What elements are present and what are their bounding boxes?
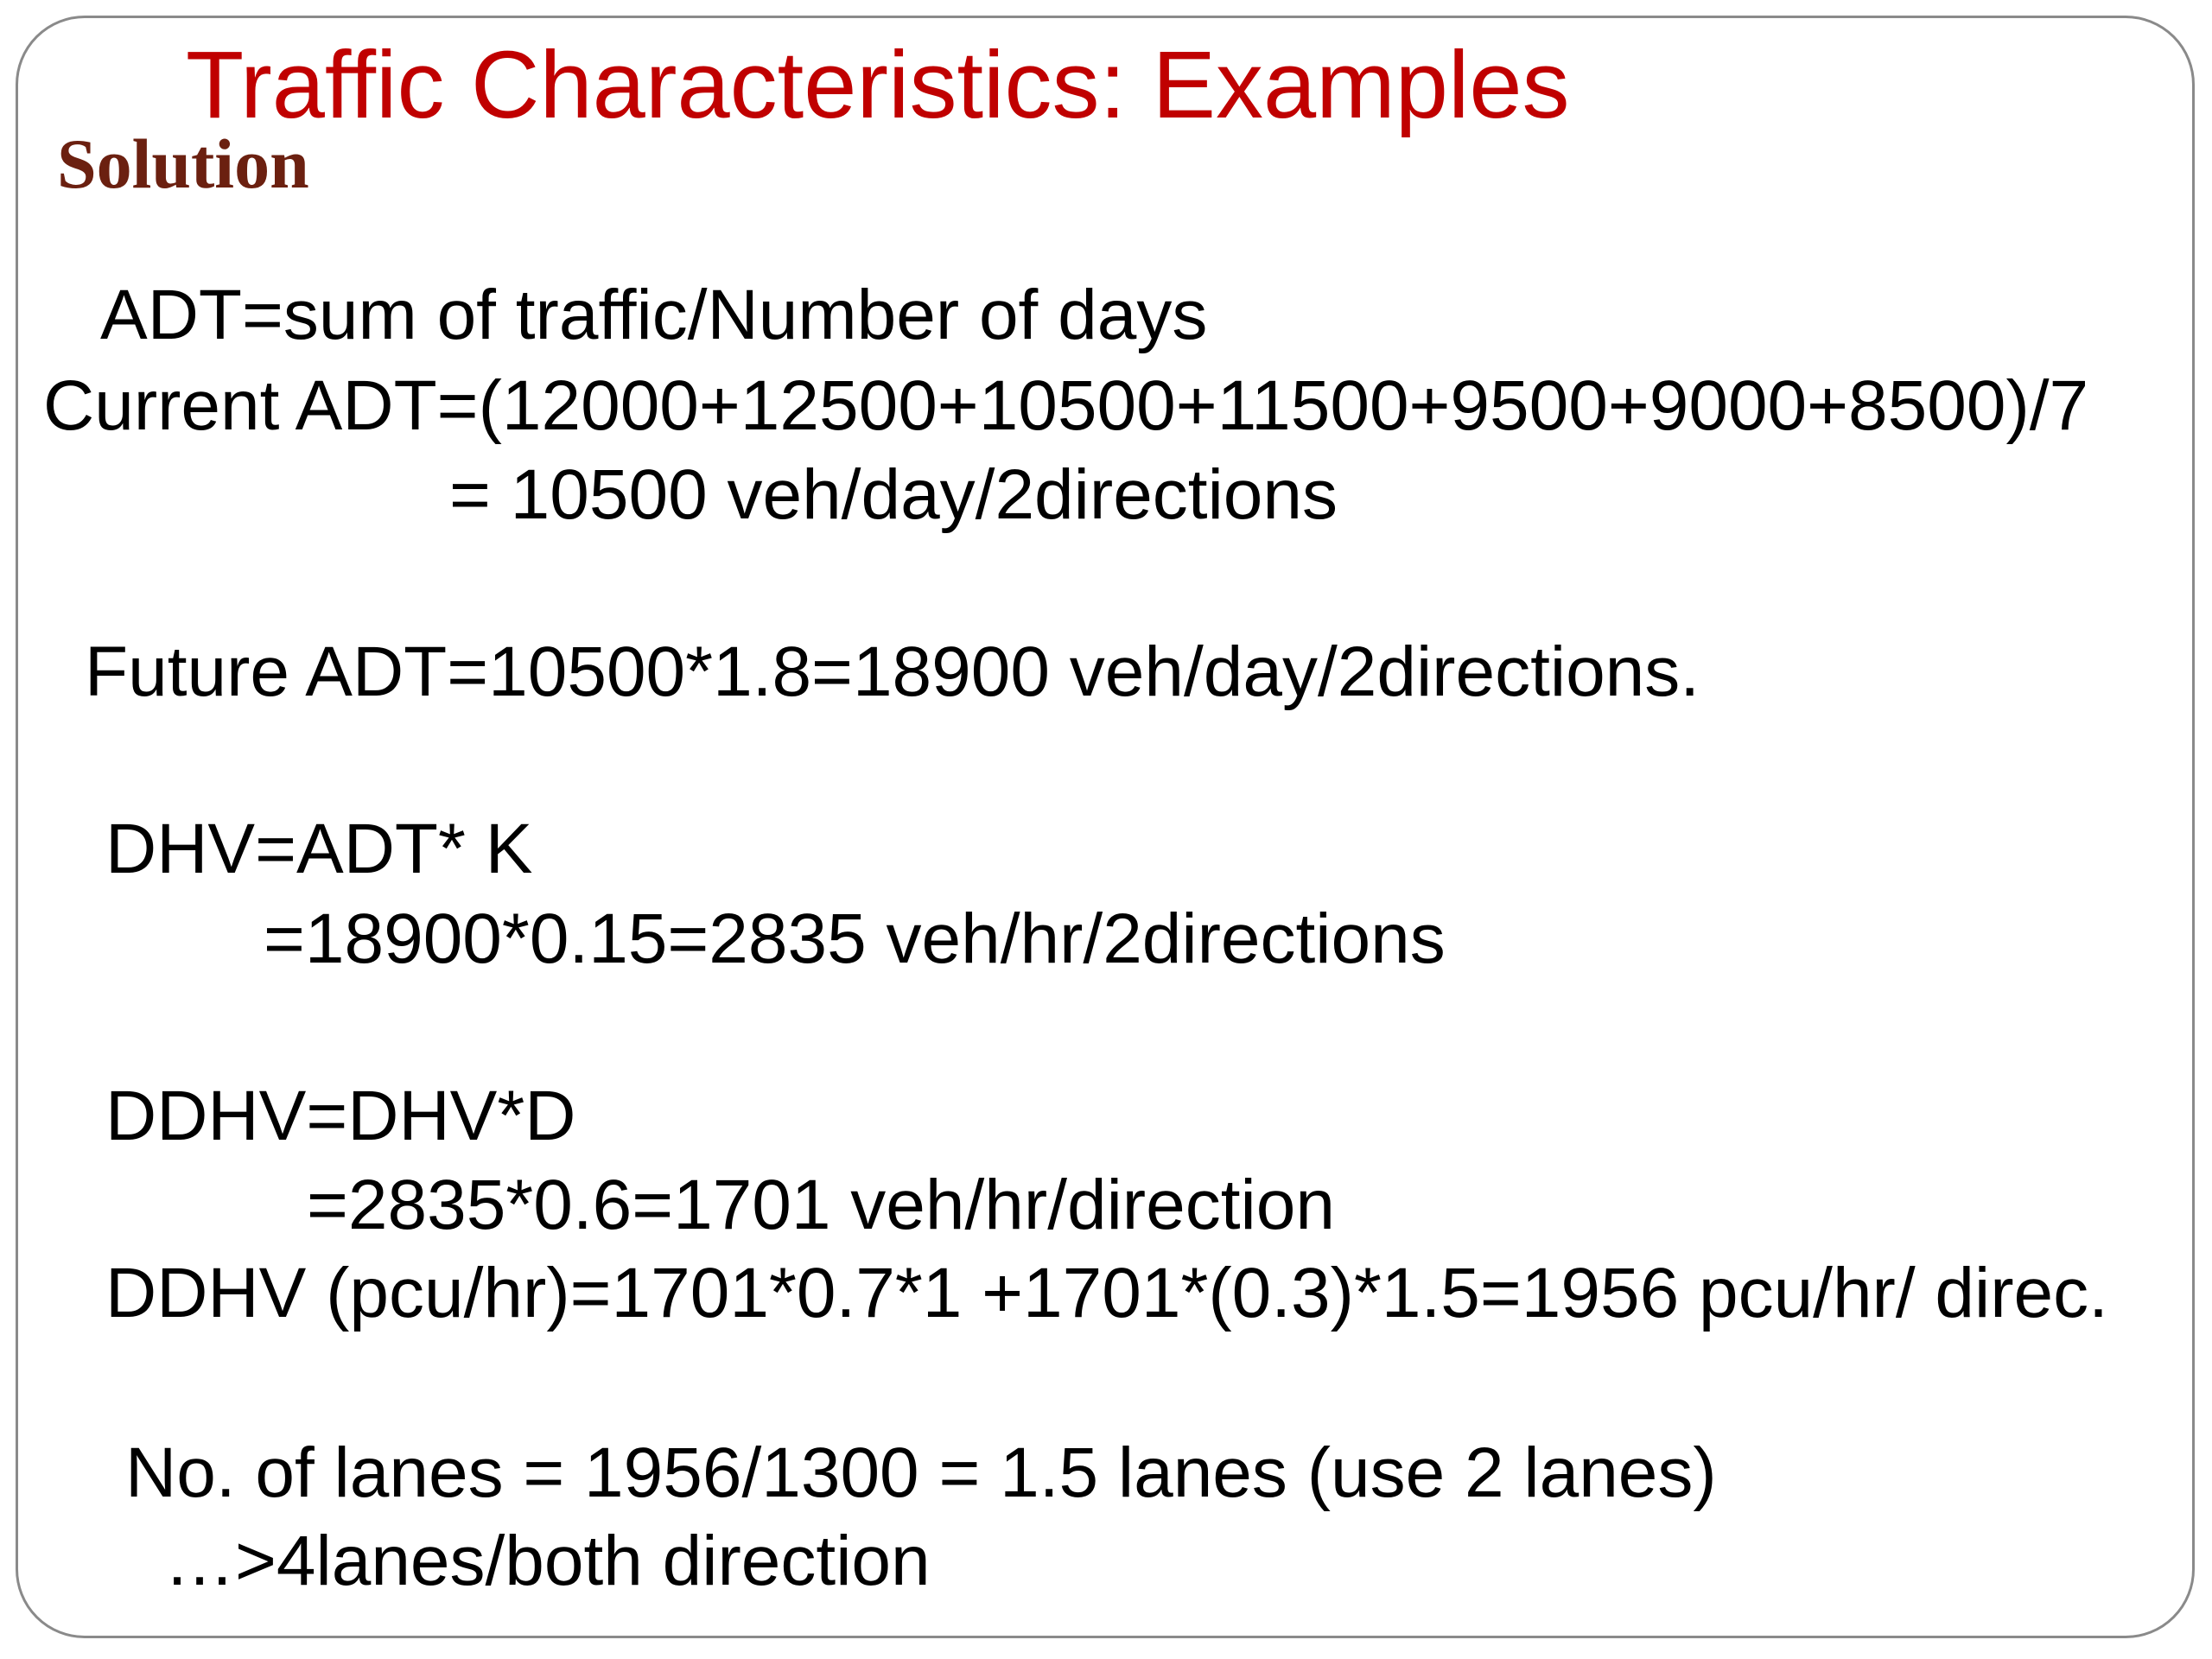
future-adt-line: Future ADT=10500*1.8=18900 veh/day/2directions. bbox=[85, 632, 1700, 711]
ddhv-pcu-line: DDHV (pcu/hr)=1701*0.7*1 +1701*(0.3)*1.5=1956 pcu/hr/ direc. bbox=[105, 1254, 2108, 1332]
adt-definition-line: ADT=sum of traffic/Number of days bbox=[100, 276, 1208, 354]
current-adt-line: Current ADT=(12000+12500+10500+11500+9500+9000+8500)/7 bbox=[43, 366, 2089, 445]
dhv-definition-line: DHV=ADT* K bbox=[105, 810, 533, 888]
slide-title: Traffic Characteristics: Examples bbox=[186, 32, 1570, 138]
ddhv-result-line: =2835*0.6=1701 veh/hr/direction bbox=[307, 1166, 1335, 1244]
lanes-total-line: …>4lanes/both direction bbox=[164, 1522, 931, 1600]
dhv-result-line: =18900*0.15=2835 veh/hr/2directions bbox=[264, 899, 1446, 978]
lanes-line: No. of lanes = 1956/1300 = 1.5 lanes (use 2 lanes) bbox=[125, 1433, 1717, 1512]
current-adt-result-line: = 10500 veh/day/2directions bbox=[449, 455, 1338, 534]
slide-subtitle: Solution bbox=[57, 124, 309, 203]
ddhv-definition-line: DDHV=DHV*D bbox=[105, 1077, 576, 1155]
